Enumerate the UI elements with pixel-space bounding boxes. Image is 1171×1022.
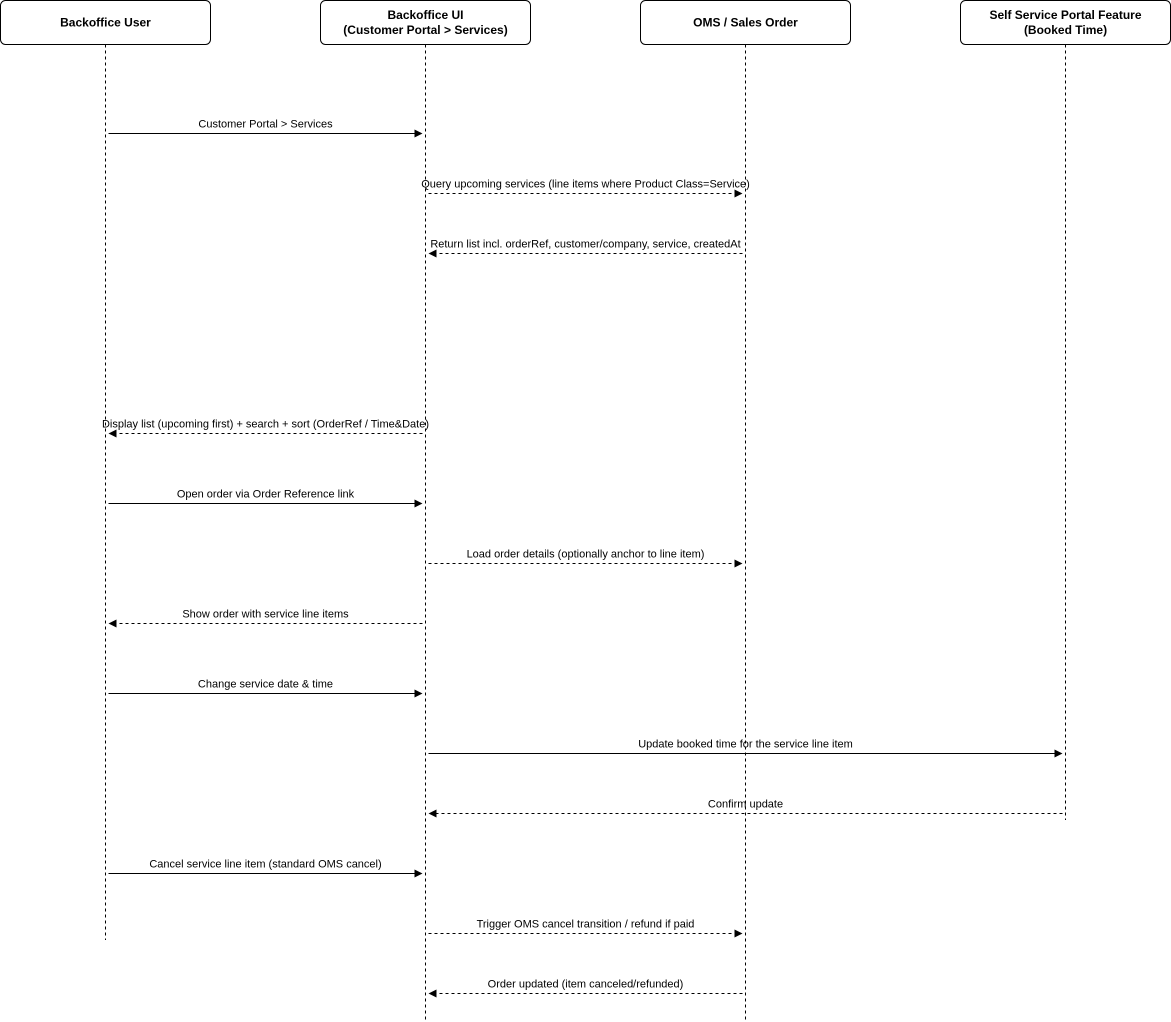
arrowhead-icon [109, 430, 117, 438]
message-5 [109, 489, 423, 508]
message-label: Cancel service line item (standard OMS cancel) [149, 858, 382, 871]
message-label: Trigger OMS cancel transition / refund if paid [476, 918, 695, 931]
participant-ssp [961, 1, 1171, 45]
message-1 [109, 119, 423, 138]
arrowhead-icon [415, 690, 423, 698]
message-label: Confirm update [707, 798, 784, 811]
participant-label: Backoffice User [60, 15, 151, 30]
arrowhead-icon [429, 810, 437, 818]
message-6 [429, 549, 743, 568]
message-2 [421, 179, 750, 198]
participant-label: (Customer Portal > Services) [343, 23, 508, 37]
arrowhead-icon [415, 500, 423, 508]
message-label: Customer Portal > Services [198, 118, 333, 131]
participant-oms [641, 1, 851, 45]
arrowhead-icon [735, 190, 743, 198]
arrowhead-icon [429, 250, 437, 258]
message-label: Open order via Order Reference link [176, 488, 355, 501]
arrowhead-icon [1055, 750, 1063, 758]
message-label: Load order details (optionally anchor to line item) [466, 548, 705, 561]
arrowhead-icon [415, 870, 423, 878]
message-13 [429, 979, 743, 998]
participant-user [1, 1, 211, 45]
message-label: Change service date & time [197, 678, 334, 691]
message-label: Show order with service line items [182, 608, 349, 621]
message-11 [109, 859, 423, 878]
arrowhead-icon [415, 130, 423, 138]
message-label: Return list incl. orderRef, customer/company, service, createdAt [430, 238, 741, 251]
message-8 [109, 679, 423, 698]
message-3 [429, 239, 743, 258]
arrowhead-icon [109, 620, 117, 628]
message-label: Display list (upcoming first) + search + sort (OrderRef / Time&Date) [101, 418, 430, 431]
arrowhead-icon [429, 990, 437, 998]
message-7 [109, 609, 423, 628]
messages [102, 119, 1063, 998]
message-4 [102, 419, 429, 438]
participants [1, 1, 1171, 45]
participant-label: OMS / Sales Order [693, 15, 798, 30]
message-label: Query upcoming services (line items where Product Class=Service) [421, 178, 750, 191]
arrowhead-icon [735, 930, 743, 938]
message-label: Update booked time for the service line item [638, 738, 853, 751]
participant-label: Backoffice UI [387, 8, 464, 22]
participant-label: Self Service Portal Feature [989, 8, 1142, 22]
participant-ui [321, 1, 531, 45]
arrowhead-icon [735, 560, 743, 568]
message-12 [429, 919, 743, 938]
participant-label: (Booked Time) [1023, 23, 1108, 37]
message-label: Order updated (item canceled/refunded) [487, 978, 684, 991]
